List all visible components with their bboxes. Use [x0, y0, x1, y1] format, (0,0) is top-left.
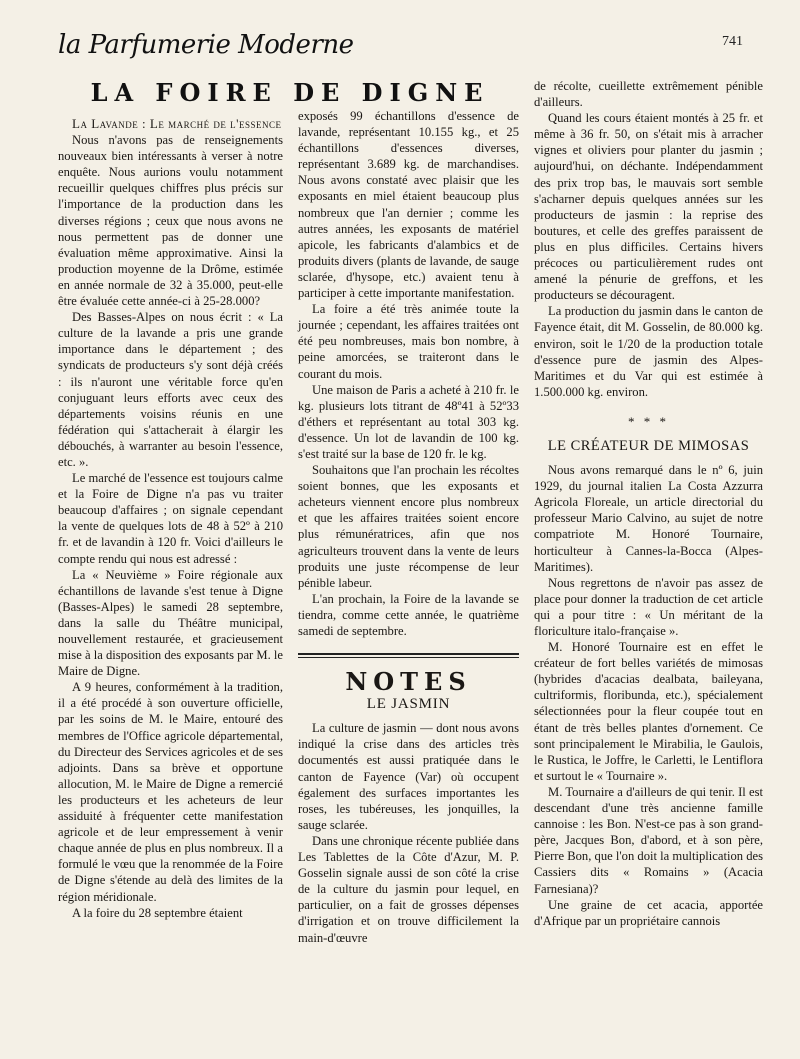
paragraph: Une maison de Paris a acheté à 210 fr. le kg. plusieurs lots titrant de 48º41 à 52º33 d'éthers et représentant au total 303 kg. d'essence. Un lot de lavandin de 100 kg. s'est traité sur la base de 120 fr. le kg. [298, 382, 519, 461]
section-stars: * * * [628, 413, 669, 429]
paragraph: L'an prochain, la Foire de la lavande se tiendra, comme cette année, le quatrième samedi de septembre. [298, 591, 519, 638]
jasmin-title: LE JASMIN [366, 696, 451, 713]
paragraph: Une graine de cet acacia, apportée d'Afrique par un propriétaire cannois [534, 897, 763, 928]
paragraph: Quand les cours étaient montés à 25 fr. et même à 36 fr. 50, on s'était mis à arracher vignes et oliviers pour planter du jasmin ; aujourd'hui, on déchante. Indépendamment des prix trop bas, le mauvais sort semble s'acharner depuis quelques années sur les producteurs de jasmin : la reprise des boutures, et celle des greffes paraissent de plus en plus difficiles. Certains hivers précoces ou particulièrement rudes ont amené la pénurie de greffons, et les producteurs se découragent. [534, 111, 763, 303]
section-title-lavande: La Lavande : Le marché de l'essence [72, 116, 282, 131]
notes-title: NOTES [345, 667, 472, 697]
paragraph: Des Basses-Alpes on nous écrit : « La culture de la lavande a pris une grande importance dans le département ; des syndicats de producteurs s'y sont déjà créés : ils n'auront une véritable force qu'en conjuguant leurs efforts avec ceux des départements voisins réunis en une fédération qui s'attacherait à élargir les débouchés, à warranter au besoin l'essence, etc. ». [58, 310, 283, 469]
paragraph: Le marché de l'essence est toujours calme et la Foire de Digne n'a pas vu traiter beaucoup d'affaires ; on signale cependant la vente de quelques lots de 48 à 52º à 210 fr. et de lavandin à 120 fr. Voici d'ailleurs le compte rendu qui nous est adressé : [58, 471, 283, 566]
column-3 [534, 78, 763, 929]
paragraph: Dans une chronique récente publiée dans Les Tablettes de la Côte d'Azur, M. P. Gosselin signale aussi de son côté la crise de la culture du jasmin pour lequel, en particulier, on a fait de grosses dépenses d'irrigation et on trouve difficilement la main-d'œuvre [298, 833, 519, 945]
paragraph: M. Tournaire a d'ailleurs de qui tenir. Il est descendant d'une très ancienne famille cannoise : les Bon. N'est-ce pas à son grand-père, Jacques Bon, d'abord, et à son père, Pierre Bon, que l'on doit la multiplication des Cassiers dits « Romains » (Acacia Farnesiana)? [534, 784, 763, 896]
paragraph: La foire a été très animée toute la journée ; cependant, les affaires traitées ont été peu nombreuses, mais bon nombre, à peine amorcées, se traiteront dans le courant du mois. [298, 302, 519, 381]
paragraph: M. Honoré Tournaire est en effet le créateur de fort belles variétés de mimosas (hybrides d'acacias dealbata, baileyana, cultriformis, floribunda, etc.), spécialement sélectionnées pour la fleur coupée tout en étant de très belles plantes d'ornement. Ce sont principalement le Mirabilia, le Gaulois, le Rustica, le Joffre, le Carletti, le Lentiflora et surtout le « Tournaire ». [534, 640, 763, 783]
paragraph: La culture de jasmin — dont nous avons indiqué la crise dans des articles très documentés est aussi pratiquée dans le canton de Fayence (Var) où occupent également des surfaces importantes les roses, les tubéreuses, les jonquilles, la sauge sclarée. [298, 721, 519, 832]
paragraph: La production du jasmin dans le canton de Fayence était, dit M. Gosselin, de 80.000 kg. environ, soit le 1/20 de la production totale d'essence pure de jasmin des Alpes-Maritimes et du Var qui est estimée à 1.500.000 kg. environ. [534, 304, 763, 399]
paragraph: Nous regrettons de n'avoir pas assez de place pour donner la traduction de cet article qui a pour titre : « Un méritant de la floriculture italo-française ». [534, 575, 763, 638]
paragraph: Souhaitons que l'an prochain les récoltes soient bonnes, que les exposants et acheteurs viennent encore plus nombreux et que les affaires traitées soient encore plus rémunératrices, afin que nos agriculteurs trouvent dans la vente de leurs produits une juste récompense de leur pénible labeur. [298, 463, 519, 590]
paragraph: exposés 99 échantillons d'essence de lavande, représentant 10.155 kg., et 25 échantillons d'essences diverses, représentant 3.689 kg. de marchandises. Nous avons constaté avec plaisir que les exposants en miel étaient beaucoup plus nombreux que l'an dernier ; comme les autres années, les exposants de matériel apicole, les fabricants d'alambics et de produits divers (plants de lavande, de sauge sclarée, d'hysope, etc.) avaient tenu à participer à cette importante manifestation. [298, 109, 519, 301]
paragraph: A 9 heures, conformément à la tradition, il a été procédé à son ouverture officielle, par les soins de M. le Maire, entouré des membres de l'Office agricole départemental, du Directeur des Services agricoles et de ses adjoints. Dans sa brève et opportune allocution, M. le Maire de Digne a remercié les producteurs et les acheteurs de leur assiduité à fréquenter cette manifestation agricole et de leur empressement à venir chaque année de plus en plus nombreux. Il a formulé le vœu que la renommée de la Foire de Digne s'étende au delà des limites de la région méridionale. [58, 680, 283, 904]
paragraph: Nous n'avons pas de renseignements nouveaux bien intéressants à verser à notre enquête. Nous aurions voulu notamment recueillir quelques chiffres plus précis sur l'importance de la production dans les diverses régions ; ceux que nous avons ne nous permettent pas de donner une évaluation même approximative. Ainsi la production moyenne de la Drôme, estimée en année normale de 32 à 35.000, peut-elle être évaluée cette année-ci à 25-28.000? [58, 133, 283, 309]
paragraph: A la foire du 28 septembre étaient [72, 905, 243, 920]
column-2 [298, 108, 519, 946]
section-divider [298, 653, 519, 658]
column-1 [58, 116, 283, 921]
paragraph: La « Neuvième » Foire régionale aux échantillons de lavande s'est tenue à Digne (Basses-Alpes) le samedi 28 septembre, dans la salle du Théâtre municipal, nouvellement restaurée, et gracieusement mise à la disposition des exposants par M. le Maire de Digne. [58, 567, 283, 679]
page-number: 741 [722, 34, 743, 49]
paragraph: de récolte, cueillette extrêmement pénible d'ailleurs. [534, 79, 763, 110]
mimosas-title: LE CRÉATEUR DE MIMOSAS [547, 437, 750, 454]
article-title: LA FOIRE DE DIGNE [90, 78, 490, 107]
paragraph: Nous avons remarqué dans le nº 6, juin 1929, du journal italien La Costa Azzurra Agricola Floreale, un article directorial du professeur Mario Calvino, au sujet de notre compatriote M. Honoré Tournaire, horticulteur à Cannes-la-Bocca (Alpes-Maritimes). [534, 463, 763, 574]
running-title: la Parfumerie Moderne [58, 30, 354, 60]
